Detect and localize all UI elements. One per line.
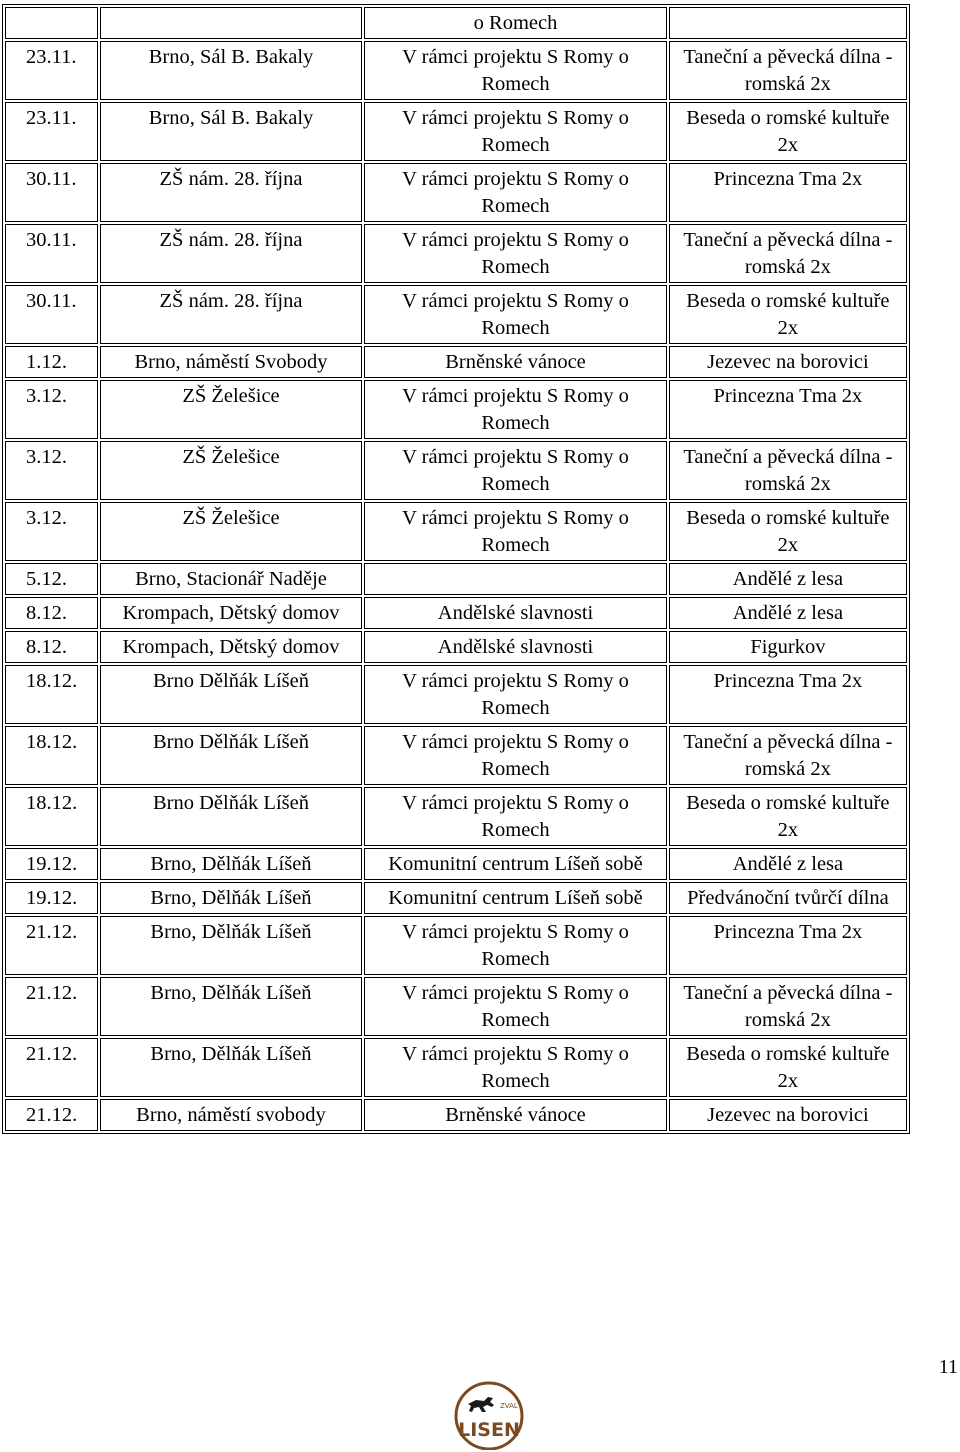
date-cell: 21.12.	[5, 1038, 98, 1097]
table-row	[5, 163, 907, 222]
table-row	[5, 7, 907, 39]
date-cell: 23.11.	[5, 41, 98, 100]
program-cell: Taneční a pěvecká dílna - romská 2x	[669, 726, 907, 785]
venue-cell: Brno Dělňák Líšeň	[100, 726, 362, 785]
date-cell: 19.12.	[5, 848, 98, 880]
table-row	[5, 882, 907, 914]
table-row	[5, 977, 907, 1036]
program-cell: Andělé z lesa	[669, 597, 907, 629]
table-row	[5, 848, 907, 880]
table-row	[5, 346, 907, 378]
event-cell: V rámci projektu S Romy o Romech	[364, 665, 667, 724]
date-cell	[5, 7, 98, 39]
program-cell: Beseda o romské kultuře 2x	[669, 102, 907, 161]
event-cell: Andělské slavnosti	[364, 597, 667, 629]
venue-cell: Brno Dělňák Líšeň	[100, 787, 362, 846]
date-cell: 8.12.	[5, 597, 98, 629]
date-cell: 3.12.	[5, 441, 98, 500]
date-cell: 21.12.	[5, 916, 98, 975]
venue-cell: Brno, náměstí svobody	[100, 1099, 362, 1131]
event-cell: Brněnské vánoce	[364, 346, 667, 378]
schedule-table-body	[5, 7, 907, 1131]
event-cell: V rámci projektu S Romy o Romech	[364, 224, 667, 283]
venue-cell	[100, 7, 362, 39]
program-cell: Jezevec na borovici	[669, 1099, 907, 1131]
date-cell: 18.12.	[5, 726, 98, 785]
venue-cell: ZŠ nám. 28. října	[100, 224, 362, 283]
program-cell	[669, 7, 907, 39]
program-cell: Beseda o romské kultuře 2x	[669, 502, 907, 561]
date-cell: 3.12.	[5, 502, 98, 561]
venue-cell: Brno, Dělňák Líšeň	[100, 882, 362, 914]
event-cell: V rámci projektu S Romy o Romech	[364, 977, 667, 1036]
venue-cell: Brno, Sál B. Bakaly	[100, 102, 362, 161]
program-cell: Taneční a pěvecká dílna - romská 2x	[669, 441, 907, 500]
event-cell	[364, 563, 667, 595]
date-cell: 21.12.	[5, 977, 98, 1036]
venue-cell: ZŠ Želešice	[100, 441, 362, 500]
table-row	[5, 563, 907, 595]
event-cell: V rámci projektu S Romy o Romech	[364, 441, 667, 500]
program-cell: Princezna Tma 2x	[669, 380, 907, 439]
venue-cell: Brno, Dělňák Líšeň	[100, 977, 362, 1036]
logo-wordmark: LISEN	[458, 1419, 520, 1441]
event-cell: V rámci projektu S Romy o Romech	[364, 787, 667, 846]
venue-cell: Brno, Dělňák Líšeň	[100, 916, 362, 975]
event-cell: V rámci projektu S Romy o Romech	[364, 1038, 667, 1097]
date-cell: 23.11.	[5, 102, 98, 161]
venue-cell: Brno, Dělňák Líšeň	[100, 848, 362, 880]
venue-cell: Brno, Stacionář Naděje	[100, 563, 362, 595]
event-cell: V rámci projektu S Romy o Romech	[364, 380, 667, 439]
date-cell: 21.12.	[5, 1099, 98, 1131]
date-cell: 5.12.	[5, 563, 98, 595]
program-cell: Jezevec na borovici	[669, 346, 907, 378]
event-cell: V rámci projektu S Romy o Romech	[364, 726, 667, 785]
program-cell: Beseda o romské kultuře 2x	[669, 285, 907, 344]
table-row	[5, 916, 907, 975]
table-row	[5, 102, 907, 161]
table-row	[5, 441, 907, 500]
event-cell: V rámci projektu S Romy o Romech	[364, 285, 667, 344]
venue-cell: ZŠ Želešice	[100, 380, 362, 439]
program-cell: Předvánoční tvůrčí dílna	[669, 882, 907, 914]
venue-cell: Krompach, Dětský domov	[100, 631, 362, 663]
venue-cell: ZŠ nám. 28. října	[100, 285, 362, 344]
date-cell: 30.11.	[5, 224, 98, 283]
table-row	[5, 224, 907, 283]
program-cell: Andělé z lesa	[669, 563, 907, 595]
program-cell: Taneční a pěvecká dílna - romská 2x	[669, 41, 907, 100]
event-cell: Andělské slavnosti	[364, 631, 667, 663]
table-row	[5, 631, 907, 663]
venue-cell: Brno, Dělňák Líšeň	[100, 1038, 362, 1097]
program-cell: Princezna Tma 2x	[669, 163, 907, 222]
program-cell: Taneční a pěvecká dílna - romská 2x	[669, 977, 907, 1036]
logo-small-text: ZVAL	[500, 1402, 518, 1410]
event-cell: V rámci projektu S Romy o Romech	[364, 163, 667, 222]
date-cell: 8.12.	[5, 631, 98, 663]
date-cell: 3.12.	[5, 380, 98, 439]
venue-cell: Krompach, Dětský domov	[100, 597, 362, 629]
table-row	[5, 380, 907, 439]
event-cell: o Romech	[364, 7, 667, 39]
venue-cell: ZŠ nám. 28. října	[100, 163, 362, 222]
horse-icon	[468, 1397, 494, 1412]
table-row	[5, 285, 907, 344]
venue-cell: Brno, Sál B. Bakaly	[100, 41, 362, 100]
table-row	[5, 726, 907, 785]
event-cell: Komunitní centrum Líšeň sobě	[364, 882, 667, 914]
venue-cell: Brno, náměstí Svobody	[100, 346, 362, 378]
event-cell: Brněnské vánoce	[364, 1099, 667, 1131]
table-row	[5, 1099, 907, 1131]
date-cell: 30.11.	[5, 163, 98, 222]
schedule-table	[2, 4, 910, 1134]
venue-cell: Brno Dělňák Líšeň	[100, 665, 362, 724]
date-cell: 18.12.	[5, 665, 98, 724]
page-number: 11	[938, 1356, 958, 1378]
event-cell: V rámci projektu S Romy o Romech	[364, 502, 667, 561]
program-cell: Princezna Tma 2x	[669, 665, 907, 724]
date-cell: 1.12.	[5, 346, 98, 378]
table-row	[5, 597, 907, 629]
event-cell: V rámci projektu S Romy o Romech	[364, 102, 667, 161]
table-row	[5, 665, 907, 724]
event-cell: V rámci projektu S Romy o Romech	[364, 41, 667, 100]
table-row	[5, 1038, 907, 1097]
program-cell: Princezna Tma 2x	[669, 916, 907, 975]
program-cell: Figurkov	[669, 631, 907, 663]
program-cell: Andělé z lesa	[669, 848, 907, 880]
event-cell: Komunitní centrum Líšeň sobě	[364, 848, 667, 880]
date-cell: 30.11.	[5, 285, 98, 344]
program-cell: Taneční a pěvecká dílna - romská 2x	[669, 224, 907, 283]
program-cell: Beseda o romské kultuře 2x	[669, 787, 907, 846]
event-cell: V rámci projektu S Romy o Romech	[364, 916, 667, 975]
venue-cell: ZŠ Želešice	[100, 502, 362, 561]
table-row	[5, 41, 907, 100]
table-row	[5, 502, 907, 561]
table-row	[5, 787, 907, 846]
program-cell: Beseda o romské kultuře 2x	[669, 1038, 907, 1097]
date-cell: 18.12.	[5, 787, 98, 846]
date-cell: 19.12.	[5, 882, 98, 914]
lisen-logo	[430, 1378, 548, 1450]
